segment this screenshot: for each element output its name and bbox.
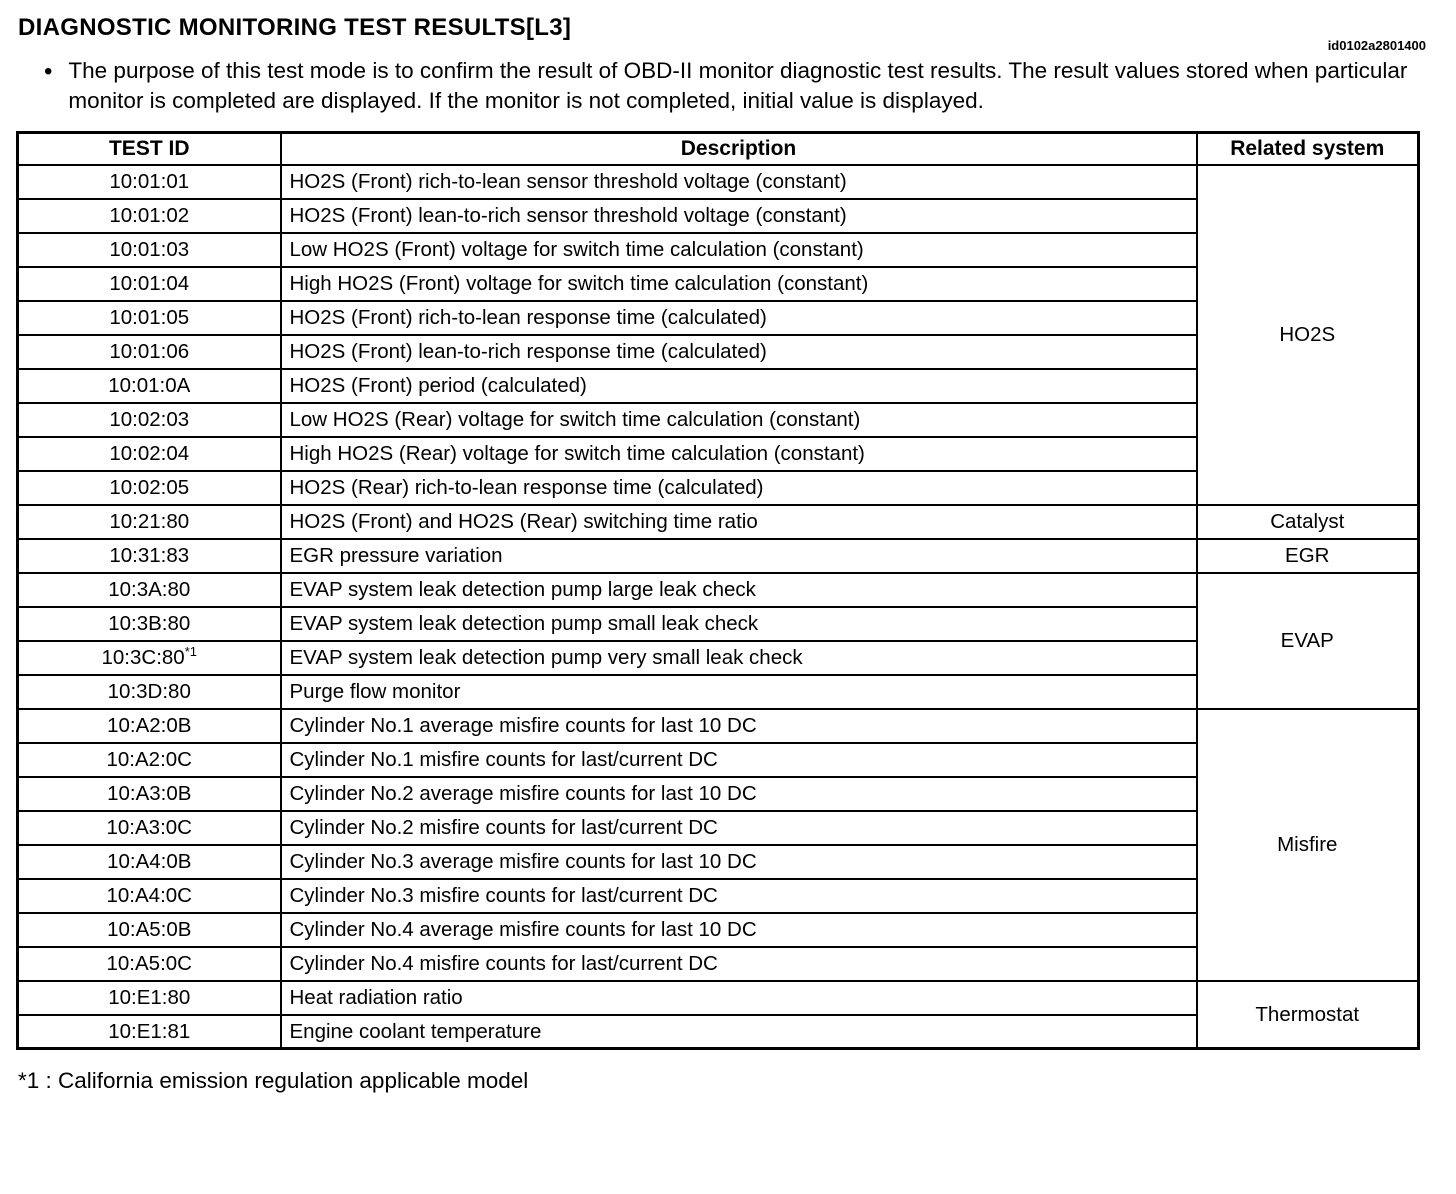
related-system-cell: Thermostat (1197, 981, 1419, 1049)
description-cell: Engine coolant temperature (281, 1015, 1197, 1049)
test-id-cell: 10:3B:80 (18, 607, 281, 641)
related-system-cell: Misfire (1197, 709, 1419, 981)
test-id-cell: 10:E1:80 (18, 981, 281, 1015)
description-cell: Heat radiation ratio (281, 981, 1197, 1015)
test-id-cell: 10:21:80 (18, 505, 281, 539)
test-id-cell: 10:3A:80 (18, 573, 281, 607)
description-cell: Low HO2S (Front) voltage for switch time calculation (constant) (281, 233, 1197, 267)
test-id-cell: 10:01:06 (18, 335, 281, 369)
test-id-cell: 10:E1:81 (18, 1015, 281, 1049)
document-id: id0102a2801400 (1327, 38, 1426, 53)
description-cell: Purge flow monitor (281, 675, 1197, 709)
description-cell: Cylinder No.3 average misfire counts for last 10 DC (281, 845, 1197, 879)
table-row (18, 165, 1419, 199)
test-id-cell: 10:01:0A (18, 369, 281, 403)
description-cell: HO2S (Front) lean-to-rich sensor threshold voltage (constant) (281, 199, 1197, 233)
test-id-cell: 10:01:02 (18, 199, 281, 233)
test-id-cell: 10:A2:0C (18, 743, 281, 777)
results-table-body (18, 165, 1419, 1049)
description-cell: Cylinder No.4 average misfire counts for last 10 DC (281, 913, 1197, 947)
header-test-id: TEST ID (18, 133, 281, 165)
test-id-cell: 10:A3:0B (18, 777, 281, 811)
description-cell: Low HO2S (Rear) voltage for switch time calculation (constant) (281, 403, 1197, 437)
test-id-cell: 10:A4:0B (18, 845, 281, 879)
description-cell: HO2S (Front) rich-to-lean sensor threshold voltage (constant) (281, 165, 1197, 199)
footnote: *1 : California emission regulation applicable model (18, 1068, 529, 1094)
test-id-cell: 10:02:04 (18, 437, 281, 471)
test-id-cell: 10:A5:0B (18, 913, 281, 947)
description-cell: Cylinder No.3 misfire counts for last/current DC (281, 879, 1197, 913)
test-id-cell: 10:01:04 (18, 267, 281, 301)
description-cell: Cylinder No.1 average misfire counts for last 10 DC (281, 709, 1197, 743)
results-table (16, 131, 1420, 1050)
description-cell: Cylinder No.2 average misfire counts for last 10 DC (281, 777, 1197, 811)
test-id-cell: 10:A2:0B (18, 709, 281, 743)
bullet-marker: • (44, 58, 53, 85)
related-system-cell: EVAP (1197, 573, 1419, 709)
table-row (18, 505, 1419, 539)
related-system-cell: EGR (1197, 539, 1419, 573)
description-cell: EGR pressure variation (281, 539, 1197, 573)
test-id-cell: 10:3C:80$^{*1}$ (18, 641, 281, 675)
footnote-mark: *1 (184, 644, 197, 660)
results-table-head (18, 133, 1419, 165)
table-row (18, 981, 1419, 1015)
table-row (18, 539, 1419, 573)
test-id-cell: 10:01:03 (18, 233, 281, 267)
table-row (18, 709, 1419, 743)
description-cell: Cylinder No.1 misfire counts for last/current DC (281, 743, 1197, 777)
description-cell: EVAP system leak detection pump large leak check (281, 573, 1197, 607)
description-cell: EVAP system leak detection pump small leak check (281, 607, 1197, 641)
intro-text: The purpose of this test mode is to confirm the result of OBD-II monitor diagnostic test results. The result values stored when particular monitor is completed are displayed. If the monitor is not completed, initial value is displayed. (68, 58, 1408, 113)
test-id-cell: 10:31:83 (18, 539, 281, 573)
description-cell: HO2S (Front) period (calculated) (281, 369, 1197, 403)
table-row (18, 573, 1419, 607)
page-title: DIAGNOSTIC MONITORING TEST RESULTS[L3] (18, 14, 572, 41)
description-cell: HO2S (Front) and HO2S (Rear) switching time ratio (281, 505, 1197, 539)
test-id-cell: 10:02:05 (18, 471, 281, 505)
description-cell: Cylinder No.4 misfire counts for last/current DC (281, 947, 1197, 981)
related-system-cell: HO2S (1197, 165, 1419, 505)
test-id-cell: 10:A5:0C (18, 947, 281, 981)
description-cell: HO2S (Front) lean-to-rich response time (calculated) (281, 335, 1197, 369)
test-id-cell: 10:A4:0C (18, 879, 281, 913)
description-cell: HO2S (Front) rich-to-lean response time (calculated) (281, 301, 1197, 335)
description-cell: EVAP system leak detection pump very small leak check (281, 641, 1197, 675)
description-cell: HO2S (Rear) rich-to-lean response time (calculated) (281, 471, 1197, 505)
test-id-cell: 10:A3:0C (18, 811, 281, 845)
header-related-system: Related system (1197, 133, 1419, 165)
header-description: Description (281, 133, 1197, 165)
description-cell: High HO2S (Rear) voltage for switch time calculation (constant) (281, 437, 1197, 471)
header-row (18, 133, 1419, 165)
description-cell: High HO2S (Front) voltage for switch time calculation (constant) (281, 267, 1197, 301)
test-id-cell: 10:01:05 (18, 301, 281, 335)
intro-paragraph (44, 56, 1444, 115)
description-cell: Cylinder No.2 misfire counts for last/current DC (281, 811, 1197, 845)
test-id-cell: 10:3D:80 (18, 675, 281, 709)
test-id-cell: 10:01:01 (18, 165, 281, 199)
test-id-cell: 10:02:03 (18, 403, 281, 437)
related-system-cell: Catalyst (1197, 505, 1419, 539)
